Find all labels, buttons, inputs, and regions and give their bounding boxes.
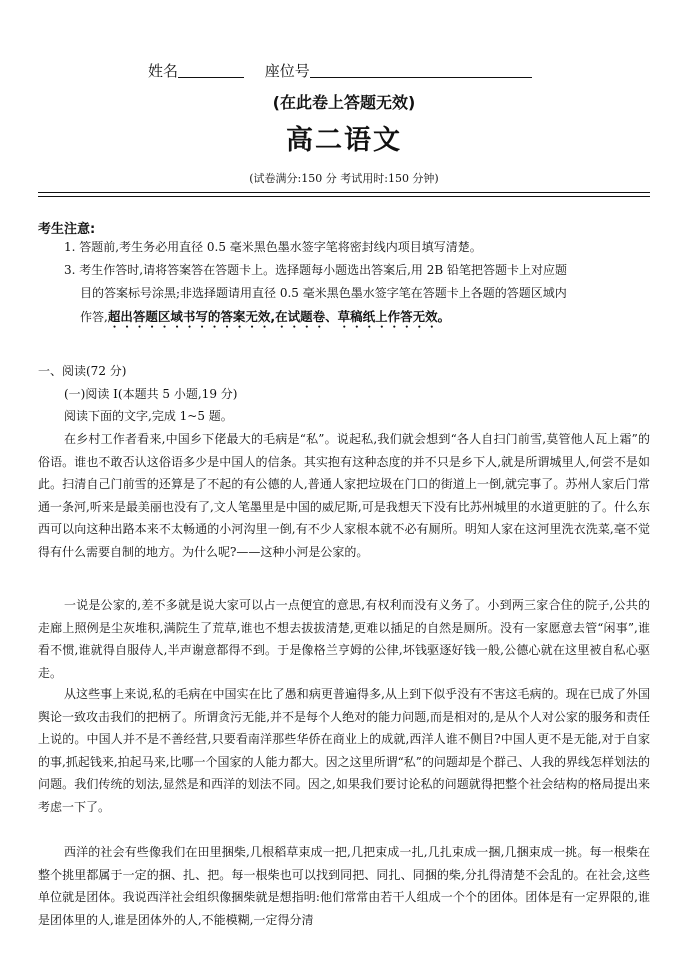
instruction-item-2 bbox=[64, 259, 654, 331]
passage-paragraph-4: 西洋的社会有些像我们在田里捆柴,几根稻草束成一把,几把束成一扎,几扎束成一捆,几捆束成一挑。每一根柴在整个挑里都属于一定的捆、扎、把。每一根柴也可以找到同把、同扎、同捆的柴,分扎得清楚不会乱的。在社会,这些单位就是团体。我说西洋社会组织像捆柴就是想指明:他们常常由若干人组成一个个的团体。团体是有一定界限的,谁是团体里的人,谁是团体外的人,不能模糊,一定得分清 bbox=[38, 845, 650, 927]
header-divider-bottom bbox=[38, 196, 650, 197]
passage-paragraph-2: 一说是公家的,差不多就是说大家可以占一点便宜的意思,有权利而没有义务了。小到两三家合住的院子,公共的走廊上照例是尘灰堆积,满院生了荒草,谁也不想去拔拔清楚,更难以插足的自然是厕所。没有一家愿意去管“闲事”,谁看不惯,谁就得自服侍人,半声谢意都得不到。于是像格兰亨姆的公律,坏钱驱逐好钱一般,公德心就在这里被自私心驱走。 bbox=[38, 598, 650, 680]
no-answer-notice: (在此卷上答题无效) bbox=[272, 93, 416, 112]
exam-header-fields bbox=[148, 60, 532, 81]
name-label: 姓名 bbox=[148, 62, 179, 80]
name-blank-line bbox=[178, 63, 244, 78]
passage-paragraph-1: 在乡村工作者看来,中国乡下佬最大的毛病是“私”。说起私,我们就会想到“各人自扫门前雪,莫管他人瓦上霜”的俗语。谁也不敢否认这俗语多少是中国人的信条。其实抱有这种态度的并不只是乡下人,就是所谓城里人,何尝不是如此。扫清自己门前雪的还算是了不起的有公德的人,普通人家把垃圾在门口的街道上一倒,就完事了。苏州人家后门常通一条河,听来是最美丽也没有了,文人笔墨里是中国的威尼斯,可是我想天下没有比苏州城里的水道更脏的了。什么东西可以向这种出路本来不太畅通的小河沟里一倒,有不少人家根本就不必有厕所。明知人家在这河里洗衣洗菜,毫不觉得有什么需要自制的地方。为什么呢?——这种小河是公家的。 bbox=[38, 432, 650, 559]
subsection-title: (一)阅读 I(本题共 5 小题,19 分) bbox=[64, 387, 238, 401]
exam-info: (试卷满分:150 分 考试用时:150 分钟) bbox=[249, 172, 439, 185]
instruction-item-2-line-3 bbox=[64, 305, 654, 331]
seat-blank-line bbox=[310, 63, 532, 78]
instruction-warning-emphasis: 超出答题区域书写的答案无效,在试题卷、草稿纸上作答无效。 bbox=[107, 309, 451, 324]
passage-paragraph-3: 从这些事上来说,私的毛病在中国实在比了愚和病更普遍得多,从上到下似乎没有不害这毛病的。现在已成了外国舆论一致攻击我们的把柄了。所谓贪污无能,并不是每个人绝对的能力问题,而是相对的,是从个人对公家的服务和责任上说的。中国人并不是不善经营,只要看南洋那些华侨在商业上的成就,西洋人谁不侧目?中国人更不是无能,对于自家的事,抓起钱来,拍起马来,比哪一个国家的人能力都大。因之这里所谓“私”的问题却是个群己、人我的界线怎样划法的问题。我们传统的划法,显然是和西洋的划法不同。因之,如果我们要讨论私的问题就得把整个社会结构的格局提出来考虑一下了。 bbox=[38, 687, 650, 814]
instruction-item-1: 1. 答题前,考生务必用直径 0.5 毫米黑色墨水签字笔将密封线内项目填写清楚。 bbox=[64, 240, 482, 254]
reading-instruction: 阅读下面的文字,完成 1~5 题。 bbox=[64, 409, 233, 423]
instruction-item-2-prefix: 作答, bbox=[80, 310, 108, 324]
instruction-item-2-line-1: 3. 考生作答时,请将答案答在答题卡上。选择题每小题选出答案后,用 2B 铅笔把答题卡上对应题 bbox=[64, 263, 567, 277]
instructions-heading: 考生注意: bbox=[38, 222, 96, 237]
header-divider-top bbox=[38, 192, 650, 193]
exam-title: 高二语文 bbox=[286, 125, 402, 156]
section-title: 一、阅读(72 分) bbox=[38, 364, 127, 378]
seat-label: 座位号 bbox=[264, 62, 310, 80]
instruction-item-2-line-2: 目的答案标号涂黑;非选择题请用直径 0.5 毫米黑色墨水签字笔在答题卡上各题的答题区域内 bbox=[80, 286, 567, 300]
